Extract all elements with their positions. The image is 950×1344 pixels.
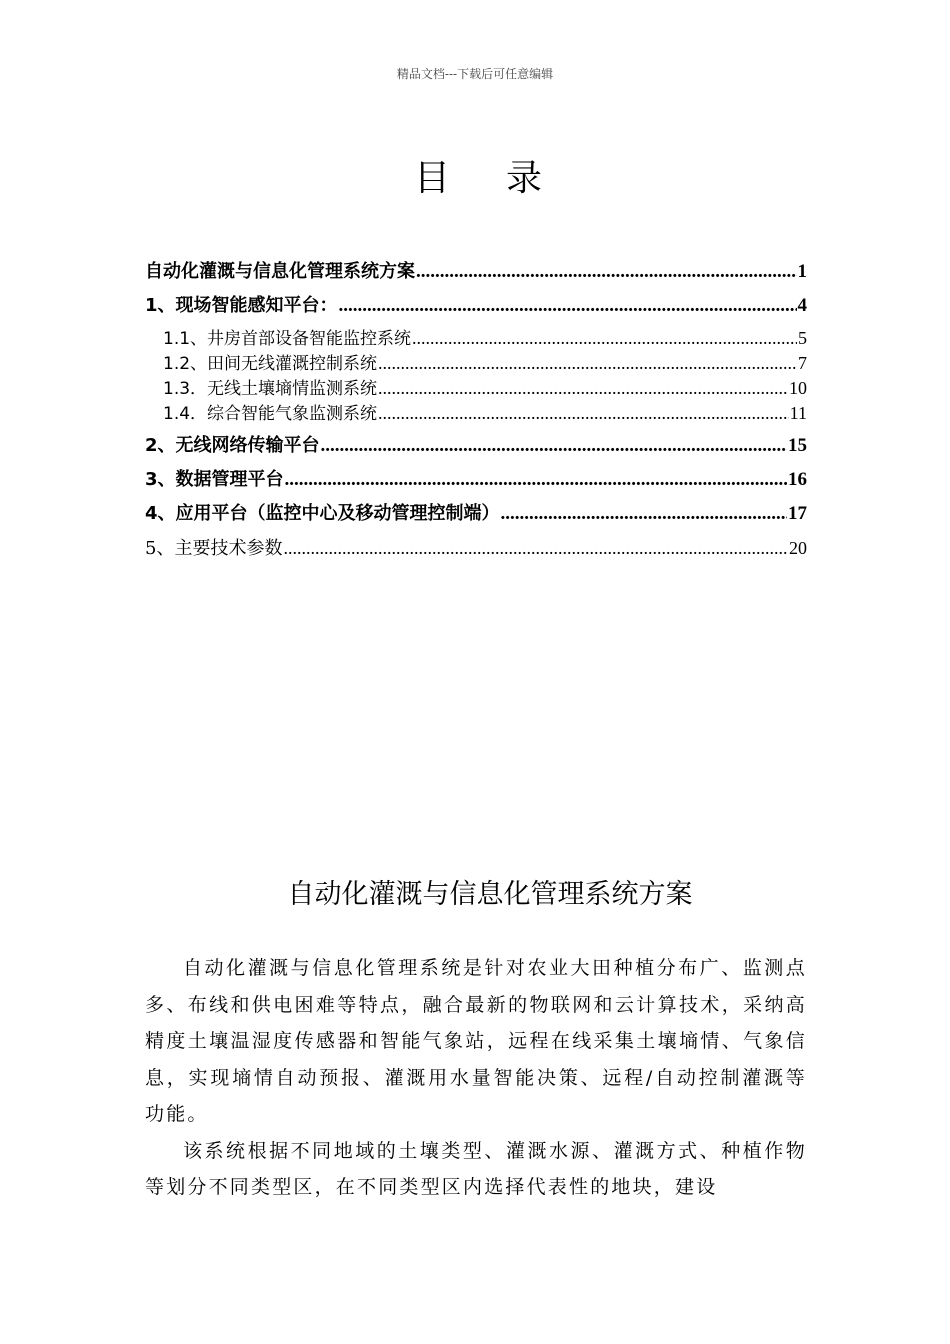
- toc-entry[interactable]: [145, 466, 807, 500]
- toc-leader-dots: [416, 258, 797, 286]
- toc-leader-dots: [412, 326, 797, 351]
- toc-entry[interactable]: [145, 351, 807, 376]
- toc-entry-page: 11: [789, 403, 807, 423]
- toc-entry-label: 自动化灌溉与信息化管理系统方案: [145, 261, 415, 282]
- toc-entry[interactable]: [145, 326, 807, 351]
- toc-entry-label: 4、应用平台（监控中心及移动管理控制端）: [145, 503, 500, 524]
- toc-leader-dots: [378, 376, 788, 401]
- page-header-note: 精品文档---下载后可任意编辑: [396, 67, 554, 81]
- toc-entry-label: 1.3．无线土壤墒情监测系统: [163, 379, 378, 399]
- body-paragraph: 该系统根据不同地域的土壤类型、灌溉水源、灌溉方式、种植作物等划分不同类型区，在不同类型区内选择代表性的地块，建设: [145, 1139, 807, 1198]
- table-of-contents: [145, 258, 807, 568]
- toc-leader-dots: [283, 534, 788, 562]
- toc-entry[interactable]: [145, 401, 807, 426]
- toc-leader-dots: [378, 401, 789, 426]
- toc-leader-dots: [501, 500, 787, 528]
- toc-entry[interactable]: [145, 534, 807, 568]
- toc-entry-label: 1、现场智能感知平台：: [145, 295, 338, 316]
- toc-entry-page: 16: [788, 469, 807, 490]
- toc-leader-dots: [285, 466, 787, 494]
- toc-title: 目录: [413, 158, 598, 199]
- section-heading: 自动化灌溉与信息化管理系统方案: [287, 879, 693, 910]
- toc-entry-page: 20: [789, 538, 807, 558]
- toc-entry-label: 5、主要技术参数: [145, 538, 283, 559]
- body-paragraph: 自动化灌溉与信息化管理系统是针对农业大田种植分布广、监测点多、布线和供电困难等特点，融合最新的物联网和云计算技术，采纳高精度土壤温湿度传感器和智能气象站，远程在线采集土壤墒情、气象信息，实现墒情自动预报、灌溉用水量智能决策、远程/自动控制灌溉等功能。: [145, 957, 807, 1125]
- toc-entry[interactable]: [145, 500, 807, 534]
- toc-entry-page: 17: [788, 503, 807, 524]
- toc-entry[interactable]: [145, 258, 807, 292]
- toc-entry-label: 3、数据管理平台: [145, 469, 284, 490]
- toc-leader-dots: [378, 351, 797, 376]
- toc-entry-label: 1.4．综合智能气象监测系统: [163, 404, 378, 424]
- toc-entry[interactable]: [145, 292, 807, 326]
- toc-entry-page: 15: [788, 435, 807, 456]
- toc-entry-page: 1: [797, 261, 807, 282]
- toc-entry-page: 5: [798, 328, 807, 348]
- toc-entry-label: 2、无线网络传输平台: [145, 435, 320, 456]
- toc-entry-label: 1.1、井房首部设备智能监控系统: [163, 329, 412, 349]
- toc-leader-dots: [321, 432, 787, 460]
- toc-leader-dots: [339, 292, 797, 320]
- toc-entry-page: 4: [797, 295, 807, 316]
- toc-entry-page: 10: [789, 378, 807, 398]
- toc-entry[interactable]: [145, 376, 807, 401]
- section-body: [145, 950, 807, 1206]
- toc-entry-page: 7: [798, 353, 807, 373]
- toc-entry[interactable]: [145, 432, 807, 466]
- toc-entry-label: 1.2、田间无线灌溉控制系统: [163, 354, 378, 374]
